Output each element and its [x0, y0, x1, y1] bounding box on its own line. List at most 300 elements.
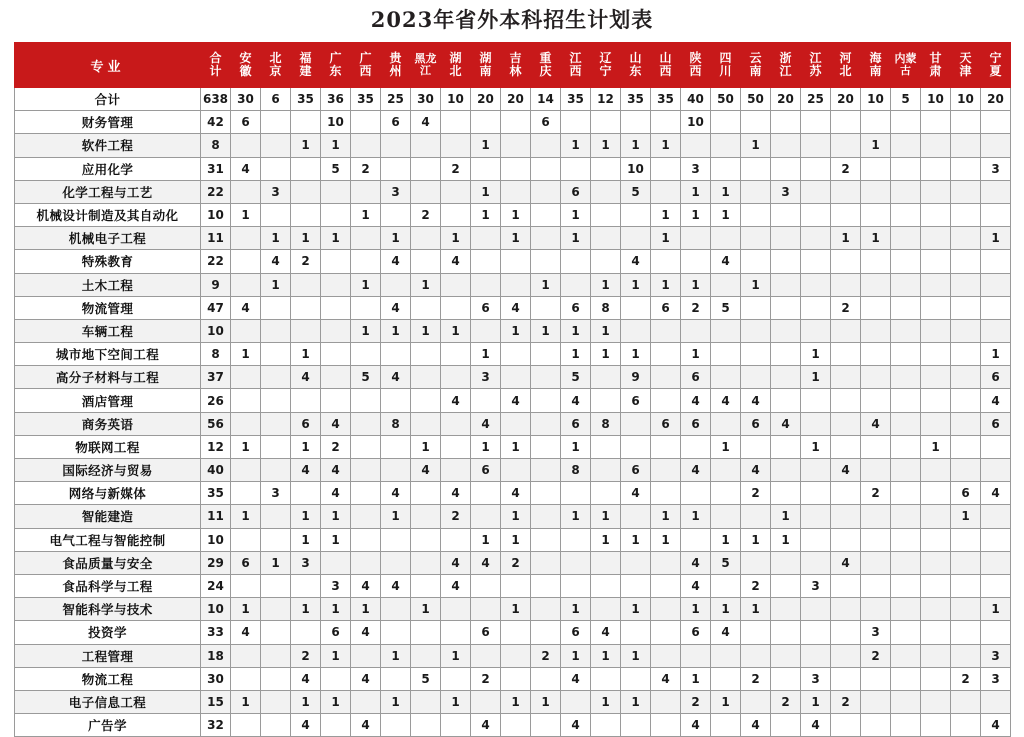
quota-cell [261, 528, 291, 551]
quota-cell [831, 412, 861, 435]
quota-cell: 1 [591, 690, 621, 713]
quota-cell [231, 459, 261, 482]
quota-cell: 4 [681, 574, 711, 597]
table-body [15, 88, 1011, 737]
quota-cell: 6 [321, 621, 351, 644]
quota-cell [531, 435, 561, 458]
quota-cell: 4 [381, 250, 411, 273]
column-header-label: 浙江 [779, 50, 792, 78]
quota-cell [711, 459, 741, 482]
quota-cell [921, 598, 951, 621]
column-header-label: 辽宁 [599, 50, 612, 78]
quota-cell [891, 343, 921, 366]
quota-cell [471, 482, 501, 505]
quota-cell [531, 505, 561, 528]
quota-cell: 35 [291, 88, 321, 111]
quota-cell: 2 [441, 505, 471, 528]
column-header-label: 安徽 [239, 50, 252, 78]
quota-cell [381, 134, 411, 157]
quota-cell: 4 [351, 574, 381, 597]
quota-cell: 1 [291, 134, 321, 157]
quota-cell [411, 134, 441, 157]
quota-cell: 20 [831, 88, 861, 111]
quota-cell [561, 157, 591, 180]
quota-cell [711, 574, 741, 597]
quota-cell: 6 [381, 111, 411, 134]
quota-cell [351, 227, 381, 250]
quota-cell [471, 389, 501, 412]
quota-cell [741, 227, 771, 250]
quota-cell [711, 714, 741, 737]
quota-cell [801, 412, 831, 435]
table-header-row [15, 43, 1011, 88]
quota-cell: 4 [831, 459, 861, 482]
quota-cell [531, 157, 561, 180]
quota-cell [321, 203, 351, 226]
column-header-province [981, 43, 1011, 88]
quota-cell: 1 [411, 273, 441, 296]
quota-cell [351, 505, 381, 528]
quota-cell: 2 [411, 203, 441, 226]
quota-cell [351, 435, 381, 458]
quota-cell: 1 [711, 203, 741, 226]
quota-cell: 10 [201, 203, 231, 226]
quota-cell [561, 273, 591, 296]
quota-cell [261, 621, 291, 644]
quota-cell [531, 250, 561, 273]
quota-cell [471, 319, 501, 342]
column-header-label: 重庆 [539, 50, 552, 78]
quota-cell [831, 528, 861, 551]
quota-cell [891, 482, 921, 505]
quota-cell: 6 [681, 621, 711, 644]
quota-cell [711, 667, 741, 690]
quota-cell [351, 389, 381, 412]
quota-cell: 4 [291, 366, 321, 389]
quota-cell: 1 [231, 435, 261, 458]
quota-cell [861, 111, 891, 134]
quota-cell [351, 111, 381, 134]
quota-cell: 1 [321, 528, 351, 551]
table-row [15, 551, 1011, 574]
quota-cell [921, 180, 951, 203]
quota-cell [891, 621, 921, 644]
quota-cell [591, 203, 621, 226]
quota-cell [621, 621, 651, 644]
quota-cell: 4 [711, 389, 741, 412]
quota-cell [981, 459, 1011, 482]
table-row [15, 319, 1011, 342]
quota-cell [651, 389, 681, 412]
quota-cell: 1 [321, 227, 351, 250]
quota-cell [921, 273, 951, 296]
quota-cell [981, 319, 1011, 342]
quota-cell: 4 [711, 250, 741, 273]
quota-cell [261, 598, 291, 621]
quota-cell [351, 551, 381, 574]
quota-cell [561, 690, 591, 713]
quota-cell: 1 [471, 528, 501, 551]
quota-cell: 11 [201, 227, 231, 250]
quota-cell [441, 180, 471, 203]
quota-cell [801, 389, 831, 412]
quota-cell: 2 [441, 157, 471, 180]
quota-cell [291, 157, 321, 180]
quota-cell [351, 482, 381, 505]
column-header-label: 江西 [569, 50, 582, 78]
major-name-cell: 智能科学与技术 [15, 598, 201, 621]
quota-cell: 3 [801, 667, 831, 690]
quota-cell [591, 111, 621, 134]
quota-cell: 4 [291, 714, 321, 737]
quota-cell: 1 [681, 505, 711, 528]
quota-cell [501, 644, 531, 667]
quota-cell: 1 [531, 273, 561, 296]
quota-cell [261, 574, 291, 597]
quota-cell [981, 111, 1011, 134]
quota-cell [261, 412, 291, 435]
quota-cell [321, 273, 351, 296]
quota-cell: 6 [741, 412, 771, 435]
quota-cell [741, 157, 771, 180]
quota-cell: 31 [201, 157, 231, 180]
quota-cell: 1 [651, 528, 681, 551]
quota-cell [501, 343, 531, 366]
quota-cell: 1 [231, 505, 261, 528]
quota-cell: 3 [261, 180, 291, 203]
quota-cell [351, 459, 381, 482]
quota-cell [891, 459, 921, 482]
quota-cell [381, 389, 411, 412]
column-header-province [951, 43, 981, 88]
column-header-label: 北京 [269, 50, 282, 78]
quota-cell: 9 [621, 366, 651, 389]
quota-cell [831, 203, 861, 226]
quota-cell: 2 [831, 690, 861, 713]
quota-cell [411, 505, 441, 528]
quota-cell: 638 [201, 88, 231, 111]
quota-cell: 35 [651, 88, 681, 111]
quota-cell [321, 667, 351, 690]
quota-cell [741, 644, 771, 667]
quota-cell: 1 [651, 203, 681, 226]
quota-cell [651, 690, 681, 713]
quota-cell [501, 250, 531, 273]
column-header-province [621, 43, 651, 88]
quota-cell [471, 157, 501, 180]
quota-cell: 3 [291, 551, 321, 574]
quota-cell [741, 319, 771, 342]
quota-cell: 6 [981, 366, 1011, 389]
quota-cell [471, 644, 501, 667]
quota-cell [531, 412, 561, 435]
quota-cell [651, 714, 681, 737]
quota-cell [801, 459, 831, 482]
quota-cell [831, 644, 861, 667]
table-row [15, 435, 1011, 458]
quota-cell [381, 621, 411, 644]
quota-cell: 6 [951, 482, 981, 505]
quota-cell [351, 412, 381, 435]
quota-cell [261, 343, 291, 366]
quota-cell: 1 [651, 273, 681, 296]
quota-cell: 4 [381, 574, 411, 597]
quota-cell [771, 621, 801, 644]
quota-cell [951, 551, 981, 574]
quota-cell: 1 [561, 319, 591, 342]
column-header-label: 四川 [719, 50, 732, 78]
column-header-province [201, 43, 231, 88]
quota-cell [861, 296, 891, 319]
major-name-cell: 投资学 [15, 621, 201, 644]
quota-cell [441, 111, 471, 134]
quota-cell [531, 598, 561, 621]
quota-cell [981, 505, 1011, 528]
quota-cell [351, 134, 381, 157]
quota-cell: 1 [651, 505, 681, 528]
quota-cell [381, 157, 411, 180]
quota-cell: 1 [591, 528, 621, 551]
column-header-province [711, 43, 741, 88]
quota-cell: 1 [621, 528, 651, 551]
quota-cell: 1 [621, 598, 651, 621]
quota-cell: 20 [981, 88, 1011, 111]
quota-cell [411, 296, 441, 319]
quota-cell [951, 528, 981, 551]
quota-cell: 1 [291, 435, 321, 458]
column-header-province [261, 43, 291, 88]
quota-cell [831, 621, 861, 644]
quota-cell [231, 714, 261, 737]
quota-cell [861, 203, 891, 226]
major-name-cell: 应用化学 [15, 157, 201, 180]
quota-cell [381, 273, 411, 296]
quota-cell: 4 [501, 389, 531, 412]
quota-cell [381, 343, 411, 366]
quota-cell [711, 482, 741, 505]
table-row [15, 111, 1011, 134]
quota-cell: 32 [201, 714, 231, 737]
quota-cell: 4 [441, 250, 471, 273]
quota-cell: 26 [201, 389, 231, 412]
quota-cell [711, 505, 741, 528]
quota-cell: 22 [201, 250, 231, 273]
quota-cell [861, 528, 891, 551]
quota-cell: 1 [591, 505, 621, 528]
quota-cell [741, 343, 771, 366]
quota-cell [531, 366, 561, 389]
quota-cell [711, 343, 741, 366]
quota-cell: 20 [471, 88, 501, 111]
quota-cell [921, 667, 951, 690]
major-name-cell: 机械设计制造及其自动化 [15, 203, 201, 226]
quota-cell: 2 [321, 435, 351, 458]
quota-cell [861, 273, 891, 296]
quota-cell: 2 [291, 644, 321, 667]
quota-cell [801, 203, 831, 226]
column-header-label: 甘肃 [929, 50, 942, 78]
table-row [15, 621, 1011, 644]
quota-cell [831, 435, 861, 458]
quota-cell: 1 [471, 343, 501, 366]
quota-cell [261, 505, 291, 528]
quota-cell [351, 644, 381, 667]
quota-cell [591, 598, 621, 621]
table-row-total [15, 88, 1011, 111]
table-row [15, 203, 1011, 226]
table-header [15, 43, 1011, 88]
quota-cell: 6 [261, 88, 291, 111]
quota-cell [741, 296, 771, 319]
quota-cell: 3 [981, 157, 1011, 180]
quota-cell: 2 [351, 157, 381, 180]
quota-cell [621, 714, 651, 737]
quota-cell: 4 [741, 459, 771, 482]
quota-cell: 5 [351, 366, 381, 389]
quota-cell [411, 690, 441, 713]
quota-cell [711, 366, 741, 389]
column-header-label: 内蒙古 [894, 51, 917, 77]
quota-cell: 56 [201, 412, 231, 435]
quota-cell: 1 [441, 644, 471, 667]
quota-cell [741, 366, 771, 389]
quota-cell: 1 [711, 528, 741, 551]
quota-cell [891, 273, 921, 296]
quota-cell [381, 435, 411, 458]
quota-cell [381, 551, 411, 574]
quota-cell: 2 [951, 667, 981, 690]
quota-cell [531, 528, 561, 551]
quota-cell: 50 [711, 88, 741, 111]
quota-cell: 1 [411, 598, 441, 621]
quota-cell [711, 157, 741, 180]
quota-cell: 1 [291, 343, 321, 366]
quota-cell [861, 435, 891, 458]
quota-cell: 4 [501, 482, 531, 505]
quota-cell: 1 [831, 227, 861, 250]
quota-cell [921, 157, 951, 180]
quota-cell [411, 343, 441, 366]
quota-cell [441, 621, 471, 644]
column-header-label: 湖北 [449, 50, 462, 78]
quota-cell: 4 [681, 389, 711, 412]
quota-cell [261, 157, 291, 180]
quota-cell [531, 343, 561, 366]
column-header-province [471, 43, 501, 88]
quota-cell [441, 598, 471, 621]
quota-cell: 4 [381, 482, 411, 505]
major-name-cell: 车辆工程 [15, 319, 201, 342]
quota-cell: 1 [291, 528, 321, 551]
quota-cell: 1 [471, 435, 501, 458]
quota-cell [531, 667, 561, 690]
quota-cell: 4 [561, 714, 591, 737]
quota-cell [711, 319, 741, 342]
major-name-cell: 软件工程 [15, 134, 201, 157]
quota-cell [501, 412, 531, 435]
quota-cell: 2 [471, 667, 501, 690]
quota-cell [861, 714, 891, 737]
quota-cell [621, 227, 651, 250]
quota-cell [801, 551, 831, 574]
quota-cell [951, 203, 981, 226]
quota-cell [231, 389, 261, 412]
quota-cell [741, 435, 771, 458]
quota-cell: 5 [711, 296, 741, 319]
quota-cell: 6 [561, 412, 591, 435]
quota-cell [651, 180, 681, 203]
column-header-label: 河北 [839, 50, 852, 78]
quota-cell: 4 [411, 111, 441, 134]
quota-cell [861, 389, 891, 412]
quota-cell [501, 157, 531, 180]
column-header-province [501, 43, 531, 88]
quota-cell [771, 366, 801, 389]
quota-cell [531, 389, 561, 412]
quota-cell: 1 [261, 273, 291, 296]
table-row [15, 412, 1011, 435]
quota-cell: 1 [531, 319, 561, 342]
quota-cell [441, 528, 471, 551]
quota-cell: 1 [471, 180, 501, 203]
quota-cell [501, 574, 531, 597]
quota-cell: 1 [681, 180, 711, 203]
quota-cell [741, 111, 771, 134]
quota-cell [981, 203, 1011, 226]
quota-cell [351, 296, 381, 319]
quota-cell: 1 [501, 690, 531, 713]
major-name-cell: 电子信息工程 [15, 690, 201, 713]
quota-cell [891, 366, 921, 389]
quota-cell [231, 528, 261, 551]
column-header-province [351, 43, 381, 88]
quota-cell: 4 [981, 389, 1011, 412]
quota-cell [921, 528, 951, 551]
quota-cell [591, 389, 621, 412]
quota-cell [261, 667, 291, 690]
quota-cell [891, 644, 921, 667]
quota-cell [621, 319, 651, 342]
major-name-cell: 工程管理 [15, 644, 201, 667]
quota-cell [441, 366, 471, 389]
quota-cell [861, 157, 891, 180]
quota-cell [441, 714, 471, 737]
quota-cell [801, 296, 831, 319]
quota-cell [801, 598, 831, 621]
quota-cell: 1 [501, 227, 531, 250]
quota-cell [501, 714, 531, 737]
quota-cell: 1 [561, 435, 591, 458]
quota-cell: 1 [711, 598, 741, 621]
quota-cell [951, 111, 981, 134]
quota-cell [921, 343, 951, 366]
column-header-province [681, 43, 711, 88]
quota-cell [801, 157, 831, 180]
quota-cell: 12 [591, 88, 621, 111]
quota-cell [441, 459, 471, 482]
quota-cell: 5 [891, 88, 921, 111]
quota-cell: 3 [681, 157, 711, 180]
major-name-cell: 食品科学与工程 [15, 574, 201, 597]
quota-cell [801, 621, 831, 644]
quota-cell [621, 574, 651, 597]
column-header-province [801, 43, 831, 88]
table-container [0, 42, 1024, 737]
quota-cell [771, 273, 801, 296]
column-header-province [321, 43, 351, 88]
quota-cell: 6 [561, 296, 591, 319]
quota-cell [441, 412, 471, 435]
